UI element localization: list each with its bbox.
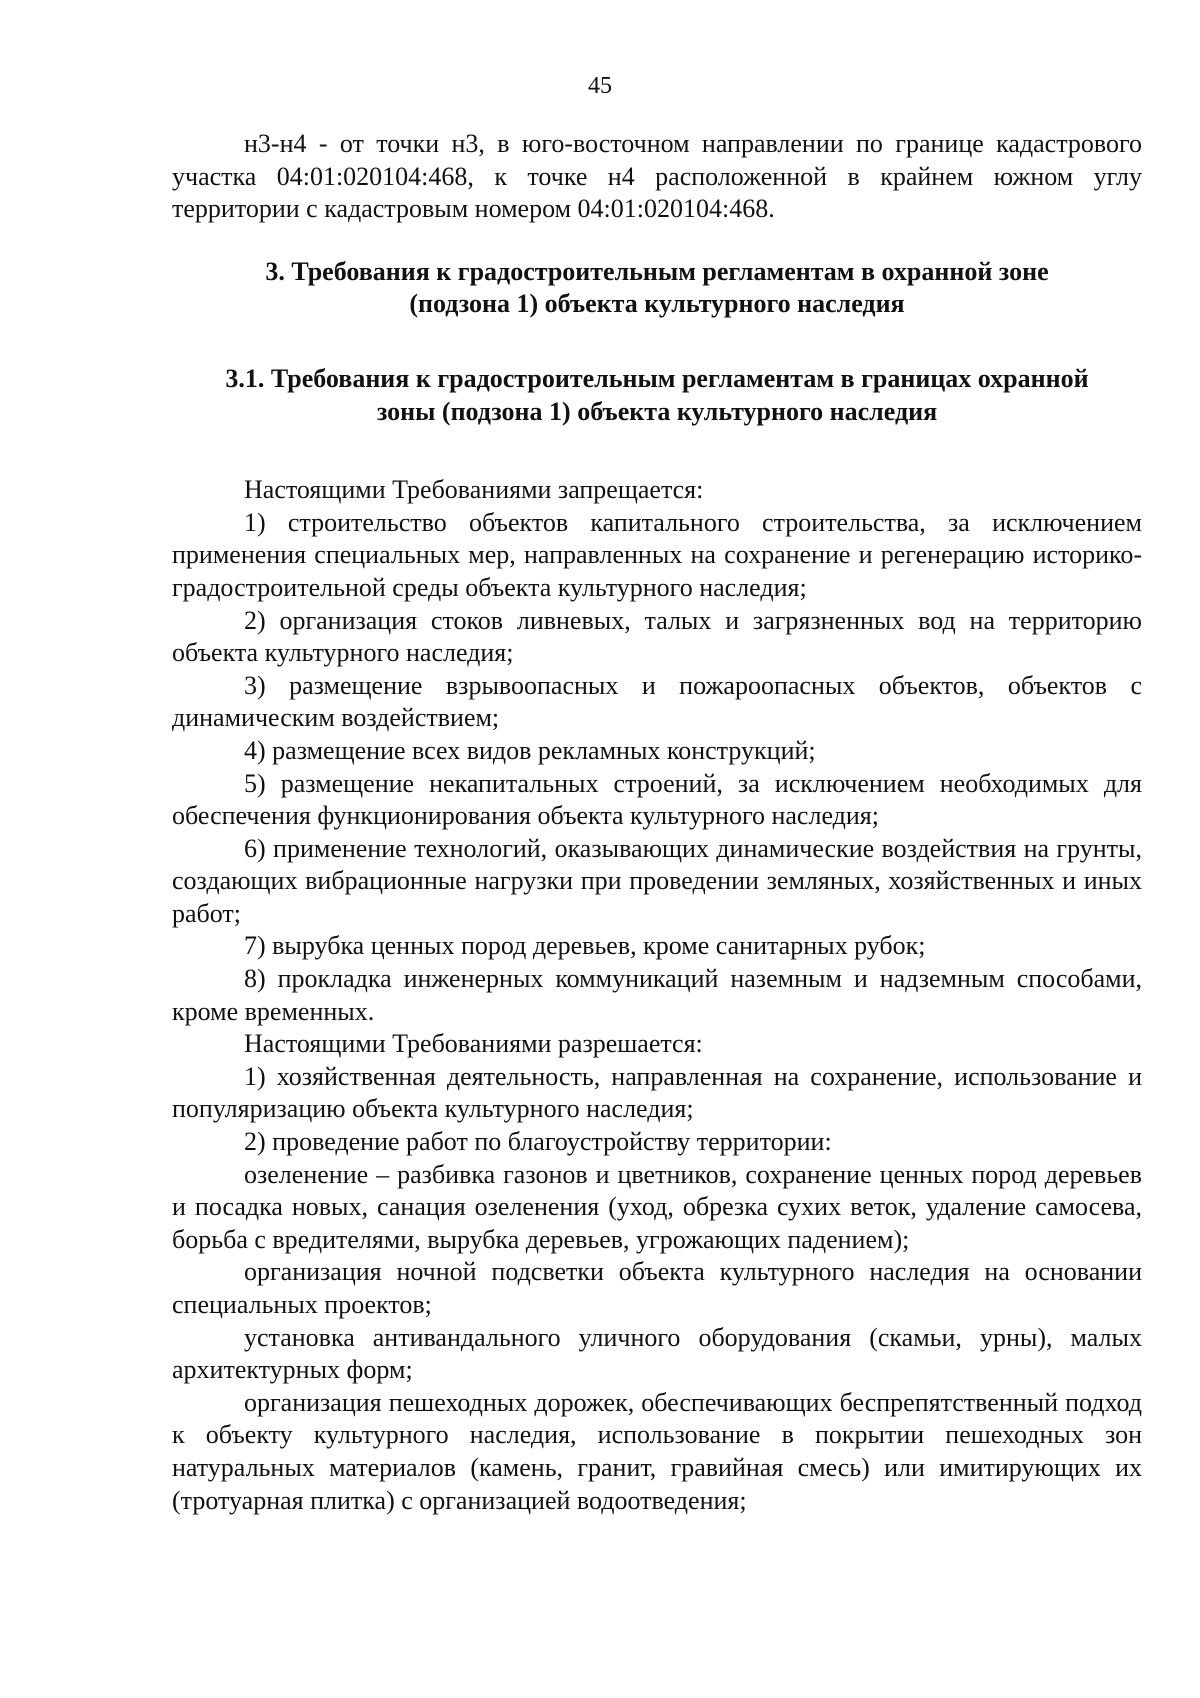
section-3-1-heading-line1: 3.1. Требования к градостроительным регламентам в границах охранной	[225, 363, 1089, 393]
allowed-intro: Настоящими Требованиями разрешается:	[244, 1029, 703, 1059]
allowed-subitem-equipment: установка антивандального уличного оборудования (скамьи, урны), малых архитектурных форм;	[172, 1322, 1142, 1385]
section-3-1-heading-line2: зоны (подзона 1) объекта культурного наследия	[376, 396, 938, 426]
prohibited-item-1: 1) строительство объектов капитального строительства, за исключением применения специальных мер, направленных на сохранение и регенерацию историко-градостроительной среды объекта культурного наследия;	[172, 507, 1142, 602]
section-3-heading-line2: (подзона 1) объекта культурного наследия	[409, 289, 905, 319]
prohibited-intro: Настоящими Требованиями запрещается:	[244, 475, 704, 505]
intro-paragraph: н3-н4 - от точки н3, в юго-восточном направлении по границе кадастрового участка 04:01:020104:468, к точке н4 расположенной в крайнем южном углу территории с кадастровым номером 04:01:020104:468.	[172, 129, 1142, 224]
document-body	[172, 128, 1142, 1517]
section-3-heading-line1: 3. Требования к градостроительным регламентам в охранной зоне	[265, 256, 1049, 286]
prohibited-item-7: 7) вырубка ценных пород деревьев, кроме санитарных рубок;	[244, 931, 926, 961]
prohibited-item-8: 8) прокладка инженерных коммуникаций наземным и надземным способами, кроме временных.	[172, 964, 1142, 1026]
section-3-1-heading	[172, 363, 1142, 428]
prohibited-item-3: 3) размещение взрывоопасных и пожароопасных объектов, объектов с динамическим воздействием;	[172, 670, 1142, 733]
section-3-heading	[172, 256, 1142, 321]
prohibited-item-4: 4) размещение всех видов рекламных конструкций;	[244, 735, 816, 765]
allowed-item-2: 2) проведение работ по благоустройству территории:	[244, 1127, 832, 1157]
page-number: 45	[588, 73, 612, 99]
allowed-item-1: 1) хозяйственная деятельность, направленная на сохранение, использование и популяризацию объекта культурного наследия;	[172, 1061, 1142, 1124]
allowed-subitem-lighting: организация ночной подсветки объекта культурного наследия на основании специальных проектов;	[172, 1257, 1142, 1319]
prohibited-item-6: 6) применение технологий, оказывающих динамические воздействия на грунты, создающих вибрационные нагрузки при проведении земляных, хозяйственных и иных работ;	[172, 833, 1142, 928]
prohibited-item-2: 2) организация стоков ливневых, талых и загрязненных вод на территорию объекта культурного наследия;	[172, 605, 1142, 668]
allowed-subitem-greening: озеленение – разбивка газонов и цветников, сохранение ценных пород деревьев и посадка новых, санация озеленения (уход, обрезка сухих веток, удаление самосева, борьба с вредителями, вырубка деревьев, угрожающих падением);	[172, 1159, 1142, 1254]
prohibited-item-5: 5) размещение некапитальных строений, за исключением необходимых для обеспечения функционирования объекта культурного наследия;	[172, 768, 1142, 831]
allowed-subitem-paths: организация пешеходных дорожек, обеспечивающих беспрепятственный подход к объекту культурного наследия, использование в покрытии пешеходных зон натуральных материалов (камень, гранит, гравийная смесь) или имитирующих их (тротуарная плитка) с организацией водоотведения;	[172, 1387, 1142, 1515]
